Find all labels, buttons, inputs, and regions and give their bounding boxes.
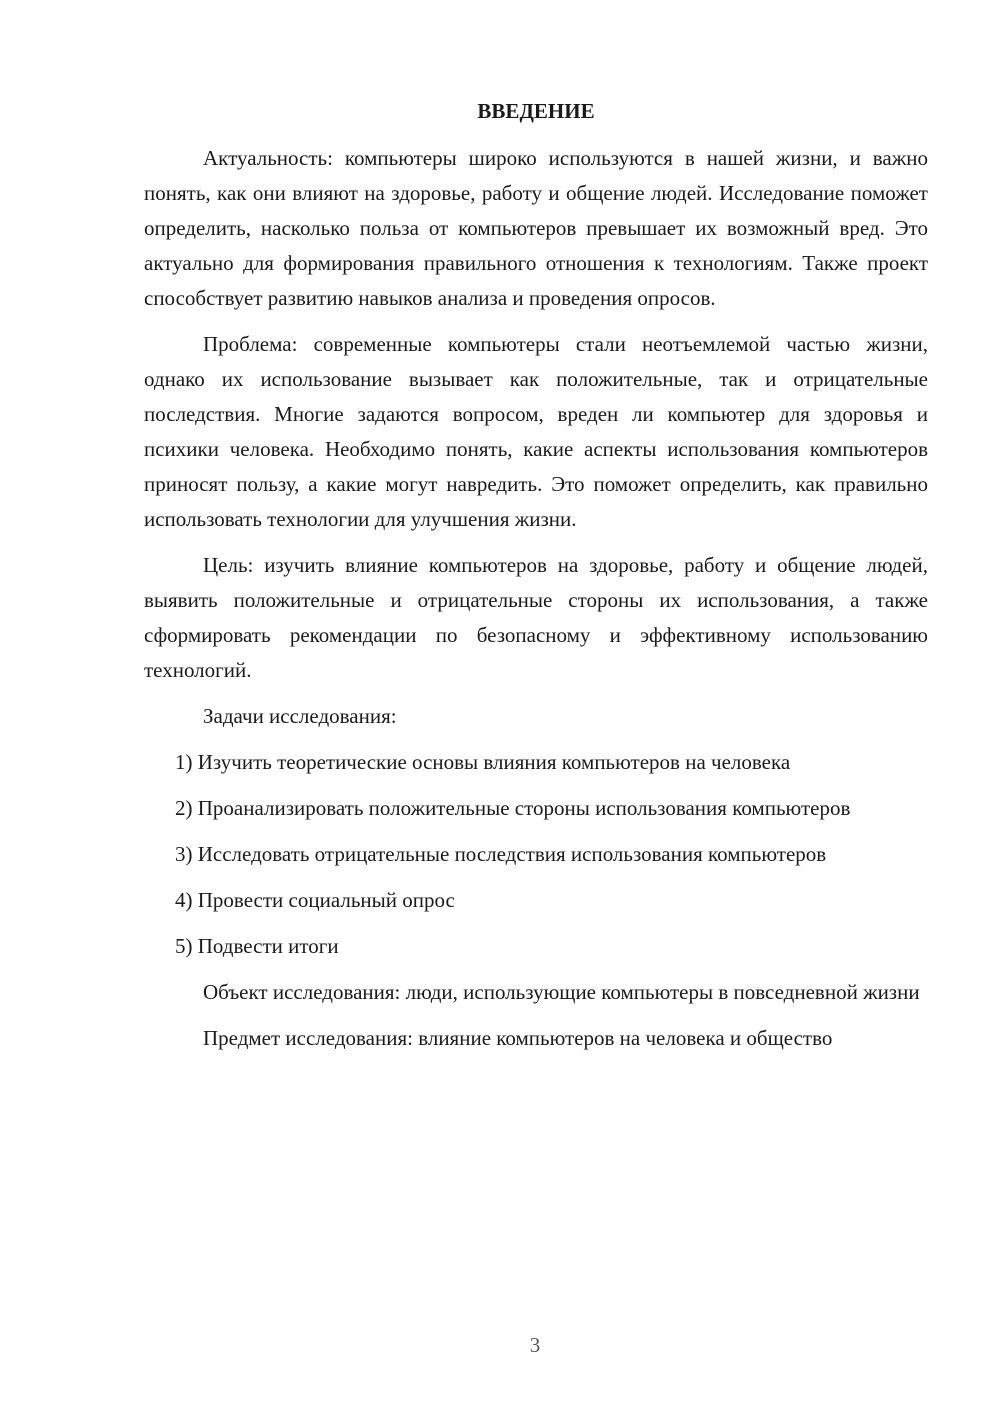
tasks-heading: Задачи исследования: [203,704,397,728]
task-item: 2) Проанализировать положительные стороны использования компьютеров [175,796,851,820]
relevance-paragraph: Актуальность: компьютеры широко используются в нашей жизни, и важно понять, как они влияют на здоровье, работу и общение людей. Исследование поможет определить, насколько польза от компьютеров превышает их возможный вред. Это актуально для формирования правильного отношения к технологиям. Также проект способствует развитию навыков анализа и проведения опросов. [144,146,928,310]
task-item: 5) Подвести итоги [175,934,339,958]
problem-paragraph: Проблема: современные компьютеры стали неотъемлемой частью жизни, однако их использование вызывает как положительные, так и отрицательные последствия. Многие задаются вопросом, вреден ли компьютер для здоровья и психики человека. Необходимо понять, какие аспекты использования компьютеров приносят пользу, а какие могут навредить. Это поможет определить, как правильно использовать технологии для улучшения жизни. [144,332,928,531]
task-item: 1) Изучить теоретические основы влияния компьютеров на человека [175,750,791,774]
page-number: 3 [529,1333,541,1357]
goal-paragraph: Цель: изучить влияние компьютеров на здоровье, работу и общение людей, выявить положительные и отрицательные стороны их использования, а также сформировать рекомендации по безопасному и эффективному использованию технологий. [144,553,928,682]
subject-paragraph: Предмет исследования: влияние компьютеров на человека и общество [203,1026,833,1050]
page-title: ВВЕДЕНИЕ [477,99,595,123]
page-content [144,94,928,1067]
object-paragraph: Объект исследования: люди, использующие компьютеры в повседневной жизни [203,980,920,1004]
tasks-list [144,745,928,964]
task-item: 4) Провести социальный опрос [175,888,455,912]
task-item: 3) Исследовать отрицательные последствия использования компьютеров [175,842,827,866]
